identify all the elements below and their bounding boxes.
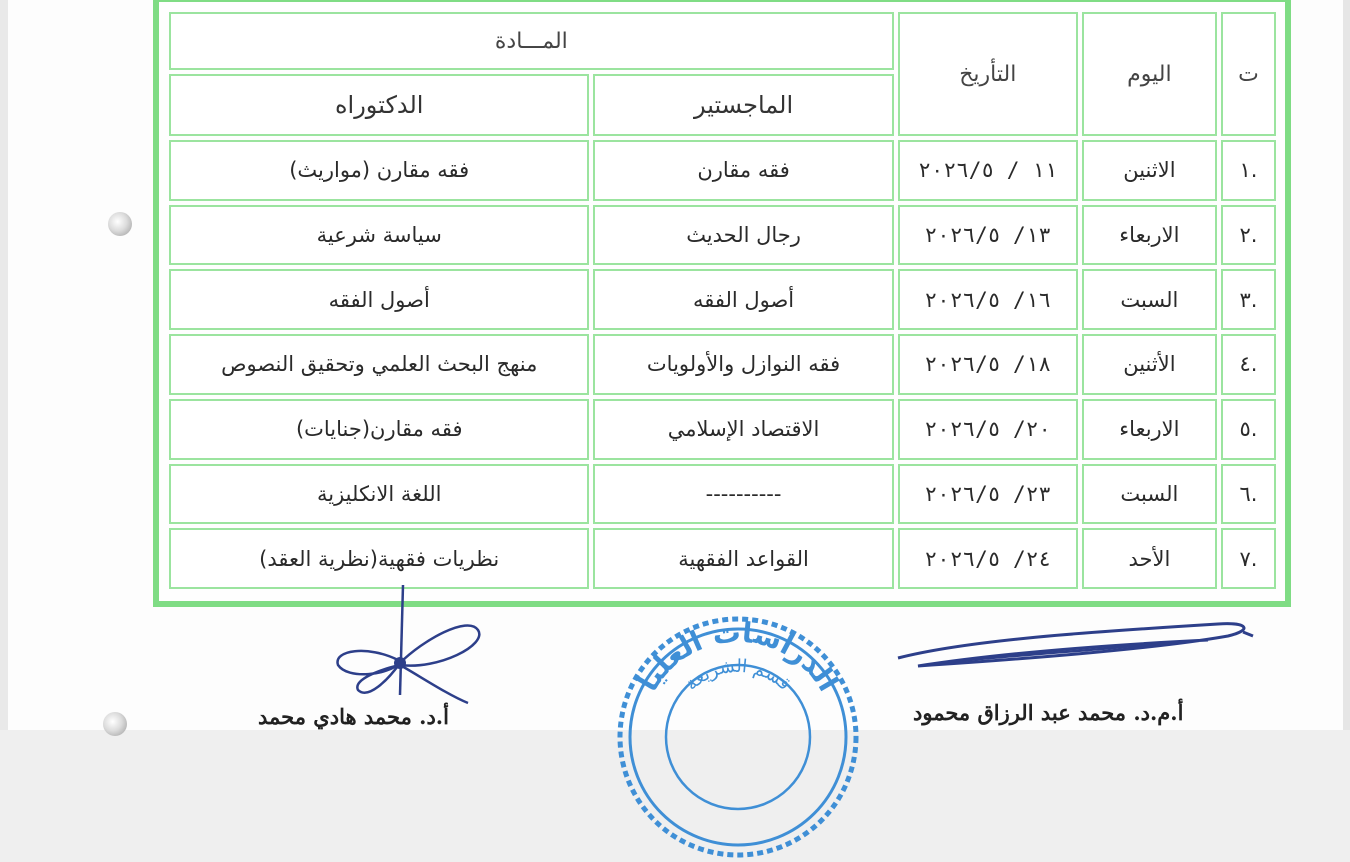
row-phd-subject: اللغة الانكليزية	[169, 464, 589, 525]
exam-schedule-table	[165, 8, 1280, 593]
row-day: الأثنين	[1082, 334, 1217, 395]
table-row	[169, 269, 1276, 330]
table-row	[169, 205, 1276, 266]
row-phd-subject: سياسة شرعية	[169, 205, 589, 266]
row-day: السبت	[1082, 464, 1217, 525]
page-right-edge	[1343, 0, 1350, 730]
row-phd-subject: فقه مقارن(جنايات)	[169, 399, 589, 460]
row-number: .٣	[1221, 269, 1276, 330]
row-number: .١	[1221, 140, 1276, 201]
table-row	[169, 399, 1276, 460]
page-left-edge	[0, 0, 8, 730]
row-day: الأحد	[1082, 528, 1217, 589]
header-day: اليوم	[1082, 12, 1217, 136]
row-date: ١٦/ ٢٠٢٦/٥	[898, 269, 1078, 330]
document-page	[8, 0, 1343, 730]
header-masters: الماجستير	[593, 74, 893, 136]
signature-left-name: أ.د. محمد هادي محمد	[258, 704, 449, 729]
row-date: ١١ / ٢٠٢٦/٥	[898, 140, 1078, 201]
punch-hole	[108, 212, 132, 236]
header-index: ت	[1221, 12, 1276, 136]
stamp-outer-text: الدراسات العليا	[631, 615, 845, 697]
row-masters-subject: الاقتصاد الإسلامي	[593, 399, 893, 460]
row-day: الاثنين	[1082, 140, 1217, 201]
row-date: ٢٠/ ٢٠٢٦/٥	[898, 399, 1078, 460]
header-date: التأريخ	[898, 12, 1078, 136]
signature-right-scribble	[888, 610, 1268, 690]
row-phd-subject: منهج البحث العلمي وتحقيق النصوص	[169, 334, 589, 395]
row-number: .٥	[1221, 399, 1276, 460]
row-masters-subject: فقه النوازل والأولويات	[593, 334, 893, 395]
table-row	[169, 140, 1276, 201]
row-date: ٢٤/ ٢٠٢٦/٥	[898, 528, 1078, 589]
table-row	[169, 334, 1276, 395]
header-phd: الدكتوراه	[169, 74, 589, 136]
svg-text:قسم الشريعة	[681, 656, 794, 695]
signature-left-scribble	[328, 585, 498, 710]
table-row	[169, 528, 1276, 589]
row-day: الاربعاء	[1082, 399, 1217, 460]
row-number: .٧	[1221, 528, 1276, 589]
row-masters-subject: القواعد الفقهية	[593, 528, 893, 589]
row-phd-subject: فقه مقارن (مواريث)	[169, 140, 589, 201]
row-date: ٢٣/ ٢٠٢٦/٥	[898, 464, 1078, 525]
row-day: الاربعاء	[1082, 205, 1217, 266]
table-row	[169, 464, 1276, 525]
row-masters-subject: ----------	[593, 464, 893, 525]
row-phd-subject: أصول الفقه	[169, 269, 589, 330]
row-masters-subject: أصول الفقه	[593, 269, 893, 330]
schedule-table-frame	[153, 0, 1291, 607]
row-phd-subject: نظريات فقهية(نظرية العقد)	[169, 528, 589, 589]
row-number: .٦	[1221, 464, 1276, 525]
row-date: ١٣/ ٢٠٢٦/٥	[898, 205, 1078, 266]
row-masters-subject: رجال الحديث	[593, 205, 893, 266]
department-stamp	[613, 612, 863, 862]
row-date: ١٨/ ٢٠٢٦/٥	[898, 334, 1078, 395]
row-number: .٤	[1221, 334, 1276, 395]
row-day: السبت	[1082, 269, 1217, 330]
header-subject: المـــادة	[169, 12, 894, 70]
row-number: .٢	[1221, 205, 1276, 266]
signature-right-name: أ.م.د. محمد عبد الرزاق محمود	[913, 700, 1184, 725]
punch-hole	[103, 712, 127, 736]
stamp-inner-text: قسم الشريعة	[681, 655, 795, 695]
row-masters-subject: فقه مقارن	[593, 140, 893, 201]
